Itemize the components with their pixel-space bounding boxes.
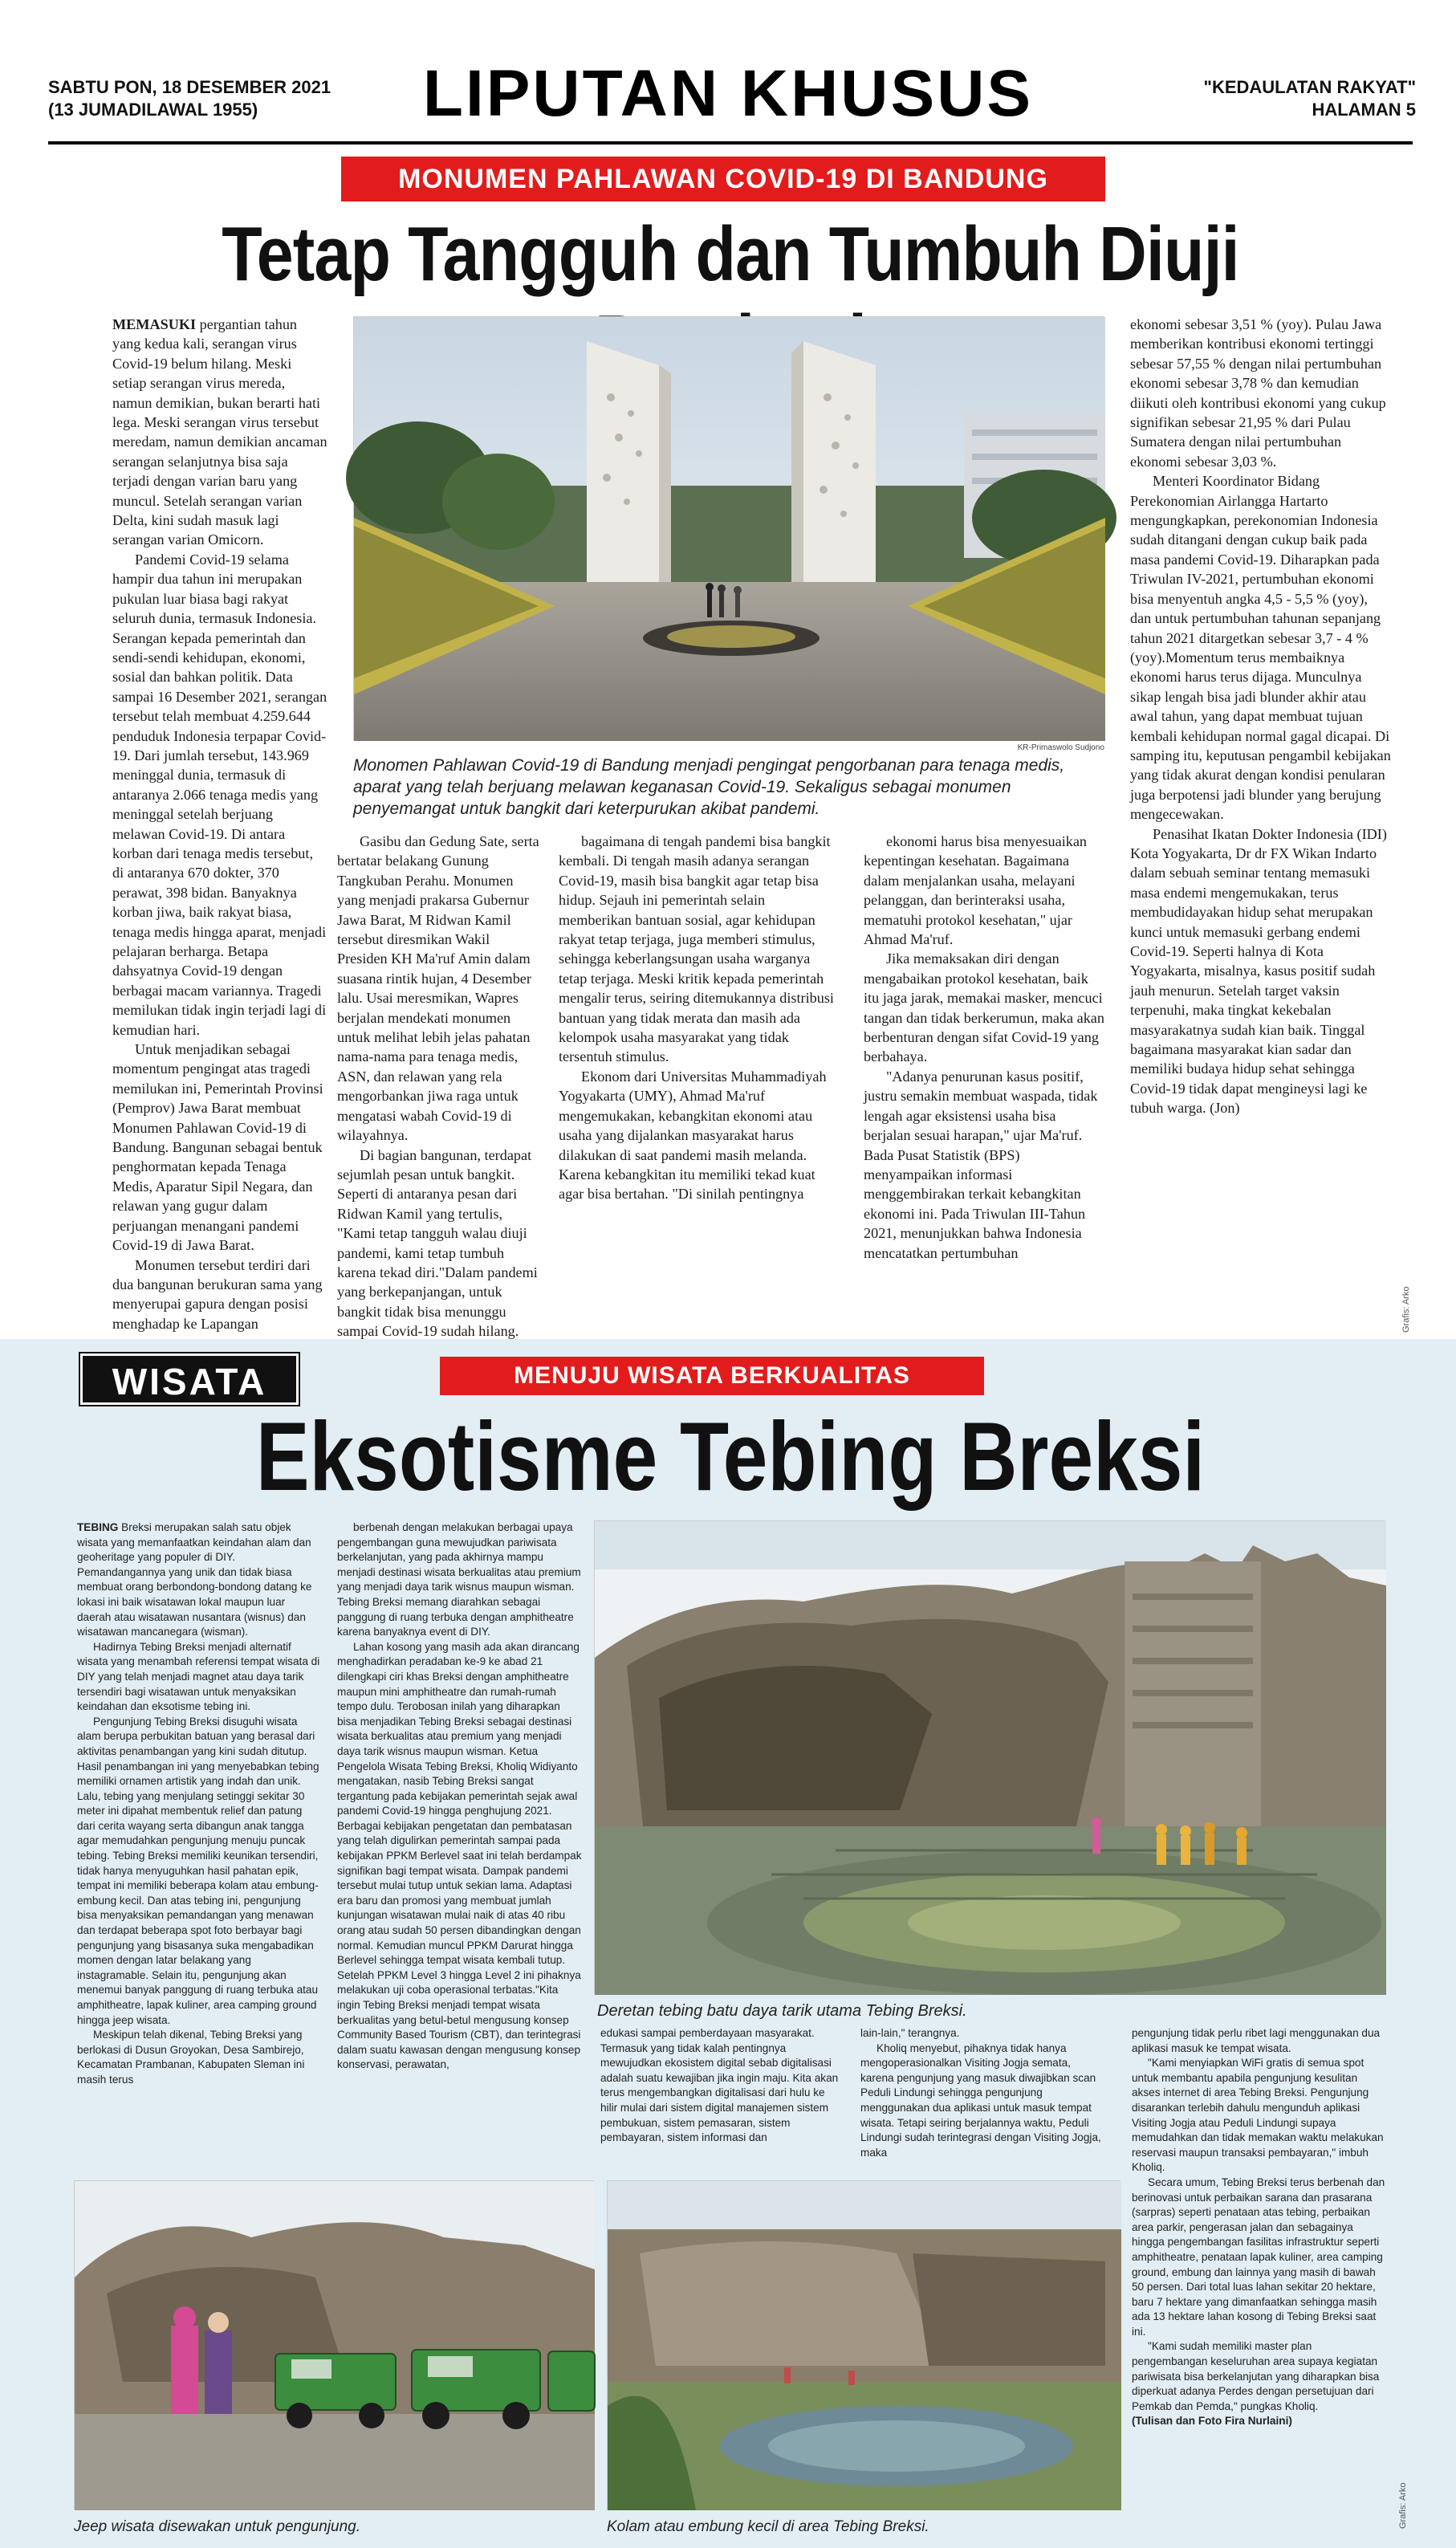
tebing-breksi-main-photo bbox=[594, 1520, 1385, 1994]
top-photo-credit: KR-Primaswolo Sudjono bbox=[1017, 743, 1104, 752]
byline: (Tulisan dan Foto Fira Nurlaini) bbox=[1132, 2415, 1292, 2428]
paragraph: lain-lain," terangnya. bbox=[860, 2027, 960, 2039]
paragraph: Pengunjung Tebing Breksi disuguhi wisata alam berupa perbukitan batuan yang berasal dari aktivitas penambangan yang kini sudah ditutup. Hasil penambangan ini yang menyebabkan tebing memiliki ornamen artistik yang indah dan unik. Lalu, tebing yang menjulang setinggi sekitar 30 meter ini dipahat membentuk relief dan patung dari cerita wayang serta dibangun anak tangga agar memudahkan pengunjung menuju puncak tebing. Tebing Breksi memiliki keunikan tersendiri, tidak hanya menyuguhkan hasil pahatan epik, tempat ini memiliki beberapa kolam atau embung-embung kecil. Dan atas tebing ini, pengunjung bisa menyaksikan pemandangan yang menawan dan terdapat beberapa spot foto berbayar bagi pengunjung yang bisasanya suka mengabadikan momen dengan latar belakang yang instagramable. Selain itu, pengunjung akan menemui banyak panggung di ruang terbuka atau amphitheatre, lapak kuliner, area camping ground hingga jeep wisata. bbox=[77, 1715, 319, 2026]
bottom-column-1 bbox=[77, 1520, 321, 2193]
header-rule bbox=[48, 141, 1413, 144]
lead-word: TEBING bbox=[77, 1521, 119, 1533]
lead-word: MEMASUKI bbox=[112, 316, 197, 332]
jeep-caption: Jeep wisata disewakan untuk pengunjung. bbox=[74, 2518, 361, 2535]
bottom-column-2 bbox=[337, 1520, 583, 2193]
top-kicker: MONUMEN PAHLAWAN COVID-19 DI BANDUNG bbox=[341, 157, 1105, 201]
paragraph: Penasihat Ikatan Dokter Indonesia (IDI) Kota Yogyakarta, Dr dr FX Wikan Indarto dalam sebuah seminar tentang memasuki masa endemi mengemukakan, terus membudidayakan hidup sehat merupakan kunci untuk memasuki gerbang endemi Covid-19. Seperti halnya di Kota Yogyakarta, misalnya, kasus positif sudah jauh menurun. Setelah target vaksin terpenuhi, maka tingkat kekebalan masyarakatnya sudah kian baik. Tinggal bagaimana masyarakat kian sadar dan memiliki budaya hidup sehat sehingga Covid-19 tidak dapat mengineysi lagi ke tubuh warga. (Jon) bbox=[1130, 825, 1387, 1117]
bottom-column-5 bbox=[1132, 2026, 1385, 2540]
paragraph-text: Breksi merupakan salah satu objek wisata yang memanfaatkan keindahan alam dan geoheritage yang populer di DIY. Pemandangannya yang unik dan tidak biasa membuat orang berbondong-bondong datang ke lokasi ini baik wisatawan lokal maupun luar daerah atau wisatawan nusantara (wisnus) dan wisatawan mancanegara (wisman). bbox=[77, 1521, 312, 1638]
paragraph: "Kami menyiapkan WiFi gratis di semua spot untuk membantu apabila pengunjung kesulitan akses internet di area Tebing Breksi. Pengunjung disarankan terlebih dahulu mengunduh aplikasi Visiting Jogja atau Peduli Lindungi supaya memudahkan dan tidak memakan waktu melakukan reservasi maupun transaksi pembayaran," imbuh Kholiq. bbox=[1132, 2057, 1384, 2174]
paragraph: berbenah dengan melakukan berbagai upaya pengembangan guna mewujudkan pariwisata berkelanjutan, yang pada akhirnya mampu menjadi destinasi wisata berkualitas atau premium yang menjadi daya tarik wisnus maupun wisman. Tebing Breksi memang diarahkan sebagai panggung di ruang terbuka dengan amphitheatre karena banyaknya event di DIY. bbox=[337, 1521, 581, 1638]
edition-hijri-date: (13 JUMADILAWAL 1955) bbox=[48, 100, 258, 120]
paragraph: Monumen tersebut terdiri dari dua bangunan berukuran sama yang menyerupai gapura dengan posisi menghadap ke Lapangan bbox=[112, 1256, 323, 1332]
masthead-right bbox=[1204, 76, 1416, 121]
paragraph: Menteri Koordinator Bidang Perekonomian Airlangga Hartarto mengungkapkan, perekonomian Indonesia sudah ditangani dengan cukup baik pada masa pandemi Covid-19. Diharapkan pada Triwulan IV-2021, pertumbuhan ekonomi bisa menyentuh angka 4,5 - 5,5 % (yoy), dan untuk pertumbuhan tahunan sepanjang tahun 2021 ditargetkan sebesar 3,7 - 4 % (yoy).Momentum terus membaiknya ekonomi harus terus dijaga. Munculnya sikap lengah bisa jadi blunder akhir atau awal tahun, yang dapat membuat tujuan kembali kehidupan normal gagal dicapai. Di samping itu, keputusan pengambil kebijakan yang tidak akurat dengan kondisi penularan juga berpotensi jadi blunder yang berujung mengecewakan. bbox=[1130, 473, 1391, 823]
paragraph: Meskipun telah dikenal, Tebing Breksi yang berlokasi di Dusun Groyokan, Desa Sambirejo, Kecamatan Prambanan, Kabupaten Sleman ini masih terus bbox=[77, 2029, 305, 2086]
top-column-1 bbox=[112, 315, 327, 1349]
paragraph: Di bagian bangunan, terdapat sejumlah pesan untuk bangkit. Seperti di antaranya pesan dari Ridwan Kamil yang tertulis, "Kami tetap tangguh walau diuji pandemi, kami tetap tumbuh karena tekad diri."Dalam pandemi yang berkepanjangan, untuk bangkit tidak bisa menunggu sampai Covid-19 sudah hilang. bbox=[337, 1146, 538, 1340]
top-column-2 bbox=[337, 832, 543, 1347]
bottom-column-3 bbox=[600, 2026, 841, 2193]
paragraph bbox=[77, 1520, 321, 1640]
wisata-tag: WISATA bbox=[80, 1353, 299, 1405]
top-column-4 bbox=[864, 832, 1104, 1347]
jeep-photo bbox=[74, 2180, 594, 2509]
paragraph: "Adanya penurunan kasus positif, justru semakin membuat waspada, tidak lengah agar eksistensi usaha bisa berjalan sesuai harapan," ujar Ma'ruf. Bada Pusat Statistik (BPS) menyampaikan informasi menggembirakan terkait kebangkitan ekonomi ini. Pada Triwulan III-Tahun 2021, menunjukkan bahwa Indonesia mencatatkan pertumbuhan bbox=[864, 1068, 1098, 1261]
paragraph: Kholiq menyebut, pihaknya tidak hanya mengoperasionalkan Visiting Jogja semata, karena pengunjung yang masuk diwajibkan scan Peduli Lindungi sehingga pengunjung menggunakan dua aplikasi untuk masuk tempat wisata. Tetapi seiring berjalannya waktu, Peduli Lindungi sudah terintegrasi dengan Visiting Jogja, maka bbox=[860, 2041, 1101, 2159]
bottom-graphic-credit: Grafis: Arko bbox=[1398, 2482, 1408, 2529]
paragraph bbox=[112, 315, 327, 550]
top-column-5 bbox=[1130, 315, 1392, 1349]
paragraph-text: pergantian tahun yang kedua kali, serangan virus Covid-19 belum hilang. Meski setiap serangan virus mereda, namun demikian, bukan berarti hati lega. Meski serangan virus tersebut meredam, namun demikian ancaman serangan selanjutnya bisa saja terjadi dengan varian baru yang muncul. Setelah serangan varian Delta, kini sudah masuk lagi serangan varian Omicorn. bbox=[112, 316, 327, 548]
paragraph: Hadirnya Tebing Breksi menjadi alternatif wisata yang menambah referensi tempat wisata di DIY yang telah menjadi magnet atau daya tarik tersendiri bagi wisatawan untuk menyaksikan keindahan dan eksotisme tebing ini. bbox=[77, 1640, 320, 1713]
paragraph: Untuk menjadikan sebagai momentum pengingat atas tragedi memilukan ini, Pemerintah Provinsi (Pemprov) Jawa Barat membuat Monumen Pahlawan Covid-19 di Bandung. Bangunan sebagai bentuk penghormatan kepada Tenaga Medis, Aparatur Sipil Negara, dan relawan yang gugur dalam perjuangan menangani pandemi Covid-19 di Jawa Barat. bbox=[112, 1041, 323, 1254]
page-number: HALAMAN 5 bbox=[1312, 100, 1416, 120]
top-headline: Tetap Tangguh dan Tumbuh Diuji bbox=[222, 211, 1239, 297]
paragraph: "Kami sudah memiliki master plan pengembangan keseluruhan area supaya kegiatan pariwisata bisa berkelanjutan yang diharapkan bisa diperkuat adanya Perdes dengan persetujuan dari Pemkab dan Pemda," pungkas Kholiq. bbox=[1132, 2340, 1380, 2412]
paragraph: Gasibu dan Gedung Sate, serta bertatar belakang Gunung Tangkuban Perahu. Monumen yang menjadi prakarsa Gubernur Jawa Barat, M Ridwan Kamil tersebut diresmikan Wakil Presiden KH Ma'ruf Amin dalam suasana rintik hujan, 4 Desember lalu. Usai meresmikan, Wapres berjalan mendekati monumen untuk melihat lebih jelas pahatan nama-nama para tenaga medis, ASN, dan relawan yang rela mengorbankan jiwa raga untuk mengatasi wabah Covid-19 di wilayahnya. bbox=[337, 833, 539, 1144]
paragraph: ekonomi harus bisa menyesuaikan kepentingan kesehatan. Bagaimana dalam menjalankan usaha, melayani pelanggan, dan berinteraksi usaha, mematuhi protokol kesehatan," ujar Ahmad Ma'ruf. bbox=[864, 833, 1088, 948]
paragraph: pengunjung tidak perlu ribet lagi menggunakan dua aplikasi masuk ke tempat wisata. bbox=[1132, 2027, 1381, 2054]
paragraph: edukasi sampai pemberdayaan masyarakat. Termasuk yang tidak kalah pentingnya mewujudkan ekosistem digital sebab digitalisasi adalah suatu kewajiban jika ingin maju. Kita akan terus mengembangkan digitalisasi dari hulu ke hilir mulai dari sistem digital manajemen sistem pembukuan, sistem pemasaran, sistem pembayaran, sistem informasi dan bbox=[600, 2027, 839, 2144]
paper-name: "KEDAULATAN RAKYAT" bbox=[1203, 77, 1416, 97]
paragraph: bagaimana di tengah pandemi bisa bangkit kembali. Di tengah masih adanya serangan Covid-19, masih bisa bangkit agar tetap bisa hidup. Sejauh ini pemerintah selain memberikan bantuan sosial, agar kehidupan rakyat tetap terjaga, juga memberi stimulus, sehingga keberlangsungan usaha warganya tetap terjaga. Meski kritik kepada pemerintah mengalir terus, seiring ditemukannya distribusi bantuan yang tidak merata dan masih ada kelompok usaha masyarakat yang tidak tersentuh stimulus. bbox=[559, 833, 834, 1065]
bottom-kicker: MENUJU WISATA BERKUALITAS bbox=[440, 1357, 984, 1395]
paragraph: Ekonom dari Universitas Muhammadiyah Yogyakarta (UMY), Ahmad Ma'ruf mengemukakan, kebangkitan ekonomi atau usaha yang dijalankan masyarakat harus dilakukan di saat pandemi masih melanda. Karena kebangkitan itu memiliki tekad kuat agar bisa bertahan. "Di sinilah pentingnya bbox=[559, 1068, 827, 1203]
monument-photo bbox=[353, 316, 1104, 740]
paragraph: Pandemi Covid-19 selama hampir dua tahun ini merupakan pukulan luar biasa bagi rakyat seluruh dunia, termasuk Indonesia. Serangan kepada pemerintah dan sendi-sendi kehidupan, ekonomi, sosial dan bahkan politik. Data sampai 16 Desember 2021, serangan tersebut telah membuat 4.259.644 penduduk Indonesia terpapar Covid-19. Dari jumlah tersebut, 143.969 meninggal dunia, termasuk di antaranya 2.066 tenaga medis yang meninggal setelah berjuang melawan Covid-19. Di antara korban dari tenaga medis tersebut, di antaranya 670 dokter, 370 perawat, 398 bidan. Banyaknya korban jiwa, baik rakyat biasa, tenaga medis hingga aparat, menjadi pelajaran berharga. Betapa dahsyatnya Covid-19 dengan berbagai macam variannya. Tragedi memilukan tidak ingin terjadi lagi di kemudian hari. bbox=[112, 551, 327, 1038]
paragraph: Secara umum, Tebing Breksi terus berbenah dan berinovasi untuk perbaikan sarana dan prasarana (sarpras) seperti penataan atas tebing, perbaikan area parkir, pengerasan jalan dan sebagainya hingga pengembangan fasilitas infrastruktur seperti amphitheatre, penataan lapak kuliner, area camping ground, embung dan lainnya yang masih di bawah 50 persen. Dari total luas lahan sekitar 20 hektare, baru 7 hektare yang dimanfaatkan sehingga masih ada 13 hektare lahan kosong di Tebing Breksi saat ini. bbox=[1132, 2176, 1385, 2338]
top-graphic-credit: Grafis: Arko bbox=[1401, 1286, 1411, 1333]
edition-date-text: SABTU PON, 18 DESEMBER 2021 bbox=[48, 77, 331, 97]
paragraph: ekonomi sebesar 3,51 % (yoy). Pulau Jawa memberikan kontribusi ekonomi tertinggi sebesar 57,55 % dengan nilai pertumbuhan ekonomi sebesar 3,78 % dan kemudian diikuti oleh kontribusi ekonomi yang cukup signifikan sebesar 21,95 % dari Pulau Sumatera dengan nilai pertumbuhan ekonomi sebesar 3,03 %. bbox=[1130, 316, 1386, 470]
top-photo-caption: Monomen Pahlawan Covid-19 di Bandung menjadi pengingat pengorbanan para tenaga medis, aparat yang telah berjuang melawan keganasan Covid-19. Sekaligus sebagai monumen penyemangat untuk bangkit dari keterpurukan akibat pandemi. bbox=[353, 756, 1065, 818]
bottom-headline: Eksotisme Tebing Breksi bbox=[255, 1402, 1206, 1511]
main-photo-caption: Deretan tebing batu daya tarik utama Tebing Breksi. bbox=[597, 2002, 967, 2020]
pond-caption: Kolam atau embung kecil di area Tebing Breksi. bbox=[607, 2518, 929, 2535]
paragraph: Lahan kosong yang masih ada akan dirancang menghadirkan peradaban ke-9 ke abad 21 dilengkapi ciri khas Breksi dengan amphitheatre maupun mini amphitheatre dan rumah-rumah tempo dulu. Terobosan inilah yang diharapkan bisa menjadikan Tebing Breksi sebagai destinasi wisata berkualitas atau premium yang menjadi daya tarik wisnus maupun wisman. Ketua Pengelola Wisata Tebing Breksi, Kholiq Widiyanto mengatakan, nasib Tebing Breksi sangat tergantung pada kebijakan pemerintah sejak awal pandemi Covid-19 hingga penghujung 2021. Berbagai kebijakan pengetatan dan pembatasan yang telah digulirkan pemerintah sampai pada kebijakan PPKM Berlevel saat ini telah berdampak signifikan bagi tempat wisata. Dampak pandemi tersebut mulai tutup untuk sekian lama. Adaptasi era baru dan promosi yang membuat jumlah kunjungan wisatawan mulai naik di atas 40 ribu orang atau sudah 50 persen dibandingkan dengan normal. Kemudian muncul PPKM Darurat hingga Berlevel sehingga tempat wisata kembali tutup. Setelah PPKM Level 3 hingga Level 2 ini pihaknya melakukan uji coba operasional terbatas."Kita ingin Tebing Breksi menjadi tempat wisata berkualitas yang betul-betul mengusung konsep Community Based Tourism (CBT), dan terintegrasi dalam suatu kawasan dengan mengusung konsep konservasi, perawatan, bbox=[337, 1640, 582, 2071]
pond-photo bbox=[607, 2180, 1120, 2509]
bottom-column-4 bbox=[860, 2026, 1101, 2193]
top-column-3 bbox=[559, 832, 840, 1347]
section-title: LIPUTAN KHUSUS bbox=[422, 57, 1034, 130]
paragraph: Jika memaksakan diri dengan mengabaikan protokol kesehatan, baik itu jaga jarak, memakai masker, mencuci tangan dan tidak berkerumun, maka akan berbenturan dengan sifat Covid-19 yang berbahaya. bbox=[864, 950, 1104, 1065]
